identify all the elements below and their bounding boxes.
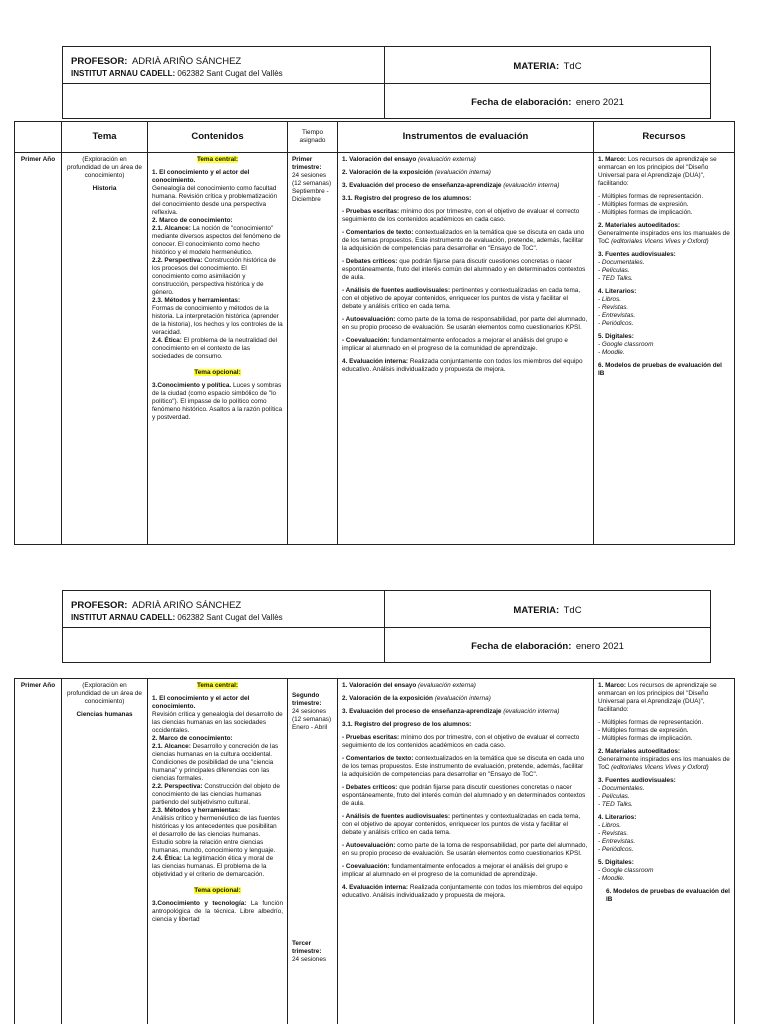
c1-title: 1. El conocimiento y el actor del conocimiento. [152,695,250,710]
r4-item: - Entrevistas. [598,838,636,845]
r3-title: 3. Fuentes audiovisuales: [598,251,676,258]
recursos-cell [594,153,735,545]
dc-text: que podrán fijarse para discutir cuestiones concretas o nacer espontáneamente, fruto del interés común del alumnado y en determinados contextos de aula. [342,784,586,807]
ae-text: como parte de la toma de responsabilidad, por parte del alumnado, en su propio proceso de evaluación. Se usarán elementos como cuestionarios KPSI. [342,316,588,331]
r4-item: - Revistas. [598,304,629,311]
col-empty [15,122,62,153]
tema-desc: (Exploración en profundidad de un área de conocimiento) [67,156,142,179]
i3-title: 3. Evaluación del proceso de enseñanza-aprendizaje [342,182,502,189]
profesor-cell [63,591,385,628]
r5-title: 5. Digitales: [598,859,634,866]
af-title: - Análisis de fuentes audiovisuales: [342,813,451,820]
i4-text: Realizada conjuntamente con todos los miembros del equipo educativo. Análisis individualizado y propuesta de mejora. [342,884,583,899]
r4-item: - Entrevistas. [598,312,636,319]
i4-text: Realizada conjuntamente con todos los miembros del equipo educativo. Análisis individualizado y propuesta de mejora. [342,358,583,373]
tema-cell [62,153,148,545]
c3-text: Luces y sombras de la ciudad (como espacio simbólico de "lo político"). El impasse de lo político como fenómeno histórico. Asaltos a la razón política y postverdad. [152,382,283,421]
i31-title: 3.1. Registro del progreso de los alumnos: [342,195,472,202]
c22-title: 2.2. Perspectiva: [152,783,203,790]
ae-title: - Autoevaluación: [342,316,396,323]
tiempo2-label: Tercer trimestre: [292,940,322,955]
c1-text: Revisión crítica y genealogía del desarrollo de las ciencias humanas en las sociedades occidentales. [152,711,283,734]
tiempo-cell [288,679,338,1024]
ct-title: - Comentarios de texto: [342,229,414,236]
c21-title: 2.1. Alcance: [152,225,191,232]
materia-value: TdC [563,61,582,72]
year-cell: Primer Año [15,679,62,1024]
c2-title: 2. Marco de conocimiento: [152,735,233,742]
r2-title: 2. Materiales autoeditados: [598,748,681,755]
r4-item: - Periódicos. [598,846,634,853]
tiempo-label: Segundo trimestre: [292,692,322,707]
instrumentos-cell [338,153,594,545]
r3-item: - Películas. [598,267,630,274]
r1-item: - Múltiples formas de implicación. [598,209,693,216]
r5-title: 5. Digitales: [598,333,634,340]
instrumentos-cell [338,679,594,1024]
ae-title: - Autoevaluación: [342,842,396,849]
materia-cell [385,591,711,628]
r1-item: - Múltiples formas de representación. [598,719,704,726]
materia-label: MATERIA: [513,61,560,72]
tema-name: Historia [92,185,117,192]
materia-label: MATERIA: [513,605,560,616]
profesor-name: ADRIÀ ARIÑO SÁNCHEZ [131,56,242,67]
header-table-1 [62,46,711,119]
r4-title: 4. Literarios: [598,288,637,295]
tema-cell [62,679,148,1024]
r5-item: - Moodle. [598,349,625,356]
tiempo-value: 24 sesiones (12 semanas) Enero - Abril [292,708,332,731]
profesor-cell [63,47,385,84]
profesor-name: ADRIÀ ARIÑO SÁNCHEZ [131,600,242,611]
empty-cell [63,84,385,119]
tema-opcional-label: Tema opcional: [194,887,241,894]
tiempo-value: 24 sesiones (12 semanas) Septiembre - Diciembre [292,172,332,203]
r5-item: - Google classroom [598,867,654,874]
institut-value: 062382 Sant Cugat del Vallès [177,613,283,622]
i2-note: (evaluación interna) [434,169,491,176]
co-title: - Coevaluación: [342,337,390,344]
fecha-label: Fecha de elaboración: [471,641,572,652]
dc-title: - Debates críticos: [342,784,398,791]
pe-title: - Pruebas escritas: [342,208,400,215]
c1-title: 1. El conocimiento y el actor del conocimiento. [152,169,250,184]
tema-central-label: Tema central: [196,682,239,689]
c3-title: 3.Conocimiento y tecnología: [152,900,247,907]
plan-table-1 [14,121,735,545]
c23-title: 2.3. Métodos y herramientas: [152,807,241,814]
r2-text: Generalmente inspirados ens los manuales de ToC [598,756,730,771]
header-table-2 [62,590,711,663]
tema-central-label: Tema central: [196,156,239,163]
c23-text: Formas de conocimiento y métodos de la historia. La interpretación histórica (aprender de la historia), los hechos y los controles de la veracidad. [152,305,283,336]
r4-item: - Revistas. [598,830,629,837]
ct-text: contextualizados en la temática que se discuta en cada uno de los temas propuestos. Este instrumento de evaluación, pretende, además, facilitar la adquisición de competencias para desarrollar en "Ensayo de ToC". [342,755,585,778]
c3-title: 3.Conocimiento y política. [152,382,232,389]
fecha-value: enero 2021 [575,641,624,652]
r3-item: - Documentales. [598,259,645,266]
af-title: - Análisis de fuentes audiovisuales: [342,287,451,294]
r4-item: - Periódicos. [598,320,634,327]
i2-note: (evaluación interna) [434,695,491,702]
institut-label: INSTITUT ARNAU CADELL: [71,69,176,78]
fecha-value: enero 2021 [575,97,624,108]
r6-title: 6. Modelos de pruebas de evaluación del IB [606,888,730,903]
ct-text: contextualizados en la temática que se discuta en cada uno de los temas propuestos. Este instrumento de evaluación, pretende, además, facilitar la adquisición de competencias para desarrollar en "Ensayo de ToC". [342,229,585,252]
profesor-label: PROFESOR: [71,56,128,67]
fecha-cell [385,84,711,119]
i3-note: (evaluación interna) [503,182,560,189]
col-instrumentos: Instrumentos de evaluación [338,122,594,153]
c24-title: 2.4. Ética: [152,855,182,862]
r6-title: 6. Modelos de pruebas de evaluación del IB [598,362,722,377]
r2-note: (editoriales Vicens Vives y Oxford) [611,238,709,245]
col-recursos: Recursos [594,122,735,153]
af-text: pertinentes y contextualizadas en cada tema, con el objetivo de apoyar contenidos, enriquecer los puntos de vista y facilitar el debate y análisis crítico en cada tema. [342,287,581,310]
i4-title: 4. Evaluación interna: [342,884,409,891]
pe-title: - Pruebas escritas: [342,734,400,741]
year-cell: Primer Año [15,153,62,545]
i1-title: 1. Valoración del ensayo [342,156,417,163]
institut-value: 062382 Sant Cugat del Vallès [177,69,283,78]
r1-item: - Múltiples formas de representación. [598,193,704,200]
r3-item: - TED Talks. [598,801,633,808]
tema-desc: (Exploración en profundidad de un área de conocimiento) [67,682,142,705]
c24-text: El problema de la neutralidad del conocimiento en el contexto de las sociedades de consumo. [152,337,278,360]
r1-text: Los recursos de aprendizaje se enmarcan en los principios del "Diseño Universal para el Aprendizaje (DUA)", facilitando: [598,156,717,187]
ct-title: - Comentarios de texto: [342,755,414,762]
c21-text: Desarrollo y concreción de las ciencias humanas en la cultura occidental. Condiciones de posibilidad de una "ciencia humana" y principales diferencias con las ciencias formales. [152,743,279,782]
af-text: pertinentes y contextualizadas en cada tema, con el objetivo de apoyar contenidos, enriquecer los puntos de vista y facilitar el debate y análisis crítico en cada tema. [342,813,581,836]
r2-note: (editoriales Vicens Vives y Oxford) [611,764,709,771]
r4-item: - Libros. [598,822,622,829]
co-text: fundamentalmente enfocados a mejorar el análisis del grupo e implicar al alumnado en el progreso de la comunidad de aprendizaje. [342,863,568,878]
pe-text: mínimo dos por trimestre, con el objetivo de evaluar el correcto seguimiento de los contenidos académicos en cada caso. [342,734,580,749]
dc-text: que podrán fijarse para discutir cuestiones concretas o nacer espontáneamente, fruto del interés común del alumnado y en determinados contextos de aula. [342,258,586,281]
tema-opcional-label: Tema opcional: [194,369,241,376]
tema-name: Ciencias humanas [76,711,133,718]
r4-item: - Libros. [598,296,622,303]
co-title: - Coevaluación: [342,863,390,870]
materia-value: TdC [563,605,582,616]
c23-text: Análisis crítico y hermenéutico de las fuentes históricas y los antecedentes que posibilitan el desarrollo de las ciencias humanas. Estudio sobre la relación entre ciencias humanas, mundo, conocimiento y lenguaje. [152,815,280,854]
c22-text: Construcción del objeto de conocimiento de las ciencias humanas partiendo del subjetivismo cultural. [152,783,280,806]
i3-note: (evaluación interna) [503,708,560,715]
i2-title: 2. Valoración de la exposición [342,169,433,176]
r3-item: - Documentales. [598,785,645,792]
co-text: fundamentalmente enfocados a mejorar el análisis del grupo e implicar al alumnado en el progreso de la comunidad de aprendizaje. [342,337,568,352]
page-bottom-clip [0,658,768,1024]
materia-cell [385,47,711,84]
r5-item: - Moodle. [598,875,625,882]
institut-label: INSTITUT ARNAU CADELL: [71,613,176,622]
c21-title: 2.1. Alcance: [152,743,191,750]
dc-title: - Debates críticos: [342,258,398,265]
c1-text: Genealogía del conocimiento como facultad humana. Revisión crítica y problematización del conocimiento desde una perspectiva reflexiva. [152,185,278,216]
r1-item: - Múltiples formas de expresión. [598,201,689,208]
c22-text: Construcción histórica de los procesos del conocimiento. El conocimiento como asimilación y construcción, perspectiva histórica y de género. [152,257,276,296]
c23-title: 2.3. Métodos y herramientas: [152,297,241,304]
c3-text: La función antropológica de la técnica. Libre albedrío, ciencia y libertad [152,900,283,923]
r1-title: 1. Marco: [598,682,627,689]
contenidos-cell [148,679,288,1024]
i1-note: (evaluación externa) [418,156,476,163]
col-tema: Tema [62,122,148,153]
plan-table-2 [14,678,735,1024]
profesor-label: PROFESOR: [71,600,128,611]
r5-item: - Google classroom [598,341,654,348]
pe-text: mínimo dos por trimestre, con el objetivo de evaluar el correcto seguimiento de los contenidos académicos en cada caso. [342,208,580,223]
r1-item: - Múltiples formas de implicación. [598,735,693,742]
i3-title: 3. Evaluación del proceso de enseñanza-aprendizaje [342,708,502,715]
i1-title: 1. Valoración del ensayo [342,682,417,689]
col-tiempo: Tiempo asignado [288,122,338,153]
c24-text: La legitimación ética y moral de las ciencias humanas. El problema de la objetividad y el criterio de demarcación. [152,855,274,878]
tiempo-label: Primer trimestre: [292,156,322,171]
i4-title: 4. Evaluación interna: [342,358,409,365]
ae-text: como parte de la toma de responsabilidad, por parte del alumnado, en su propio proceso de evaluación. Se usarán elementos como cuestionarios KPSI. [342,842,588,857]
c21-text: La noción de "conocimiento" mediante diversos aspectos del fenómeno de conocer. El conocimiento como hecho histórico y el modelo hermenéutico. [152,225,281,256]
c2-title: 2. Marco de conocimiento: [152,217,233,224]
r2-title: 2. Materiales autoeditados: [598,222,681,229]
r3-title: 3. Fuentes audiovisuales: [598,777,676,784]
i2-title: 2. Valoración de la exposición [342,695,433,702]
fecha-label: Fecha de elaboración: [471,97,572,108]
r2-text: Generalmente inspirados ens los manuales de ToC [598,230,730,245]
r4-title: 4. Literarios: [598,814,637,821]
col-contenidos: Contenidos [148,122,288,153]
contenidos-cell [148,153,288,545]
recursos-cell [594,679,735,1024]
c22-title: 2.2. Perspectiva: [152,257,203,264]
r1-title: 1. Marco: [598,156,627,163]
r3-item: - Películas. [598,793,630,800]
tiempo2-value: 24 sesiones [292,956,327,963]
r1-text: Los recursos de aprendizaje se enmarcan en los principios del "Diseño Universal para el Aprendizaje (DUA)", facilitando: [598,682,717,713]
i31-title: 3.1. Registro del progreso de los alumnos: [342,721,472,728]
c24-title: 2.4. Ética: [152,337,182,344]
r1-item: - Múltiples formas de expresión. [598,727,689,734]
r3-item: - TED Talks. [598,275,633,282]
i1-note: (evaluación externa) [418,682,476,689]
tiempo-cell [288,153,338,545]
